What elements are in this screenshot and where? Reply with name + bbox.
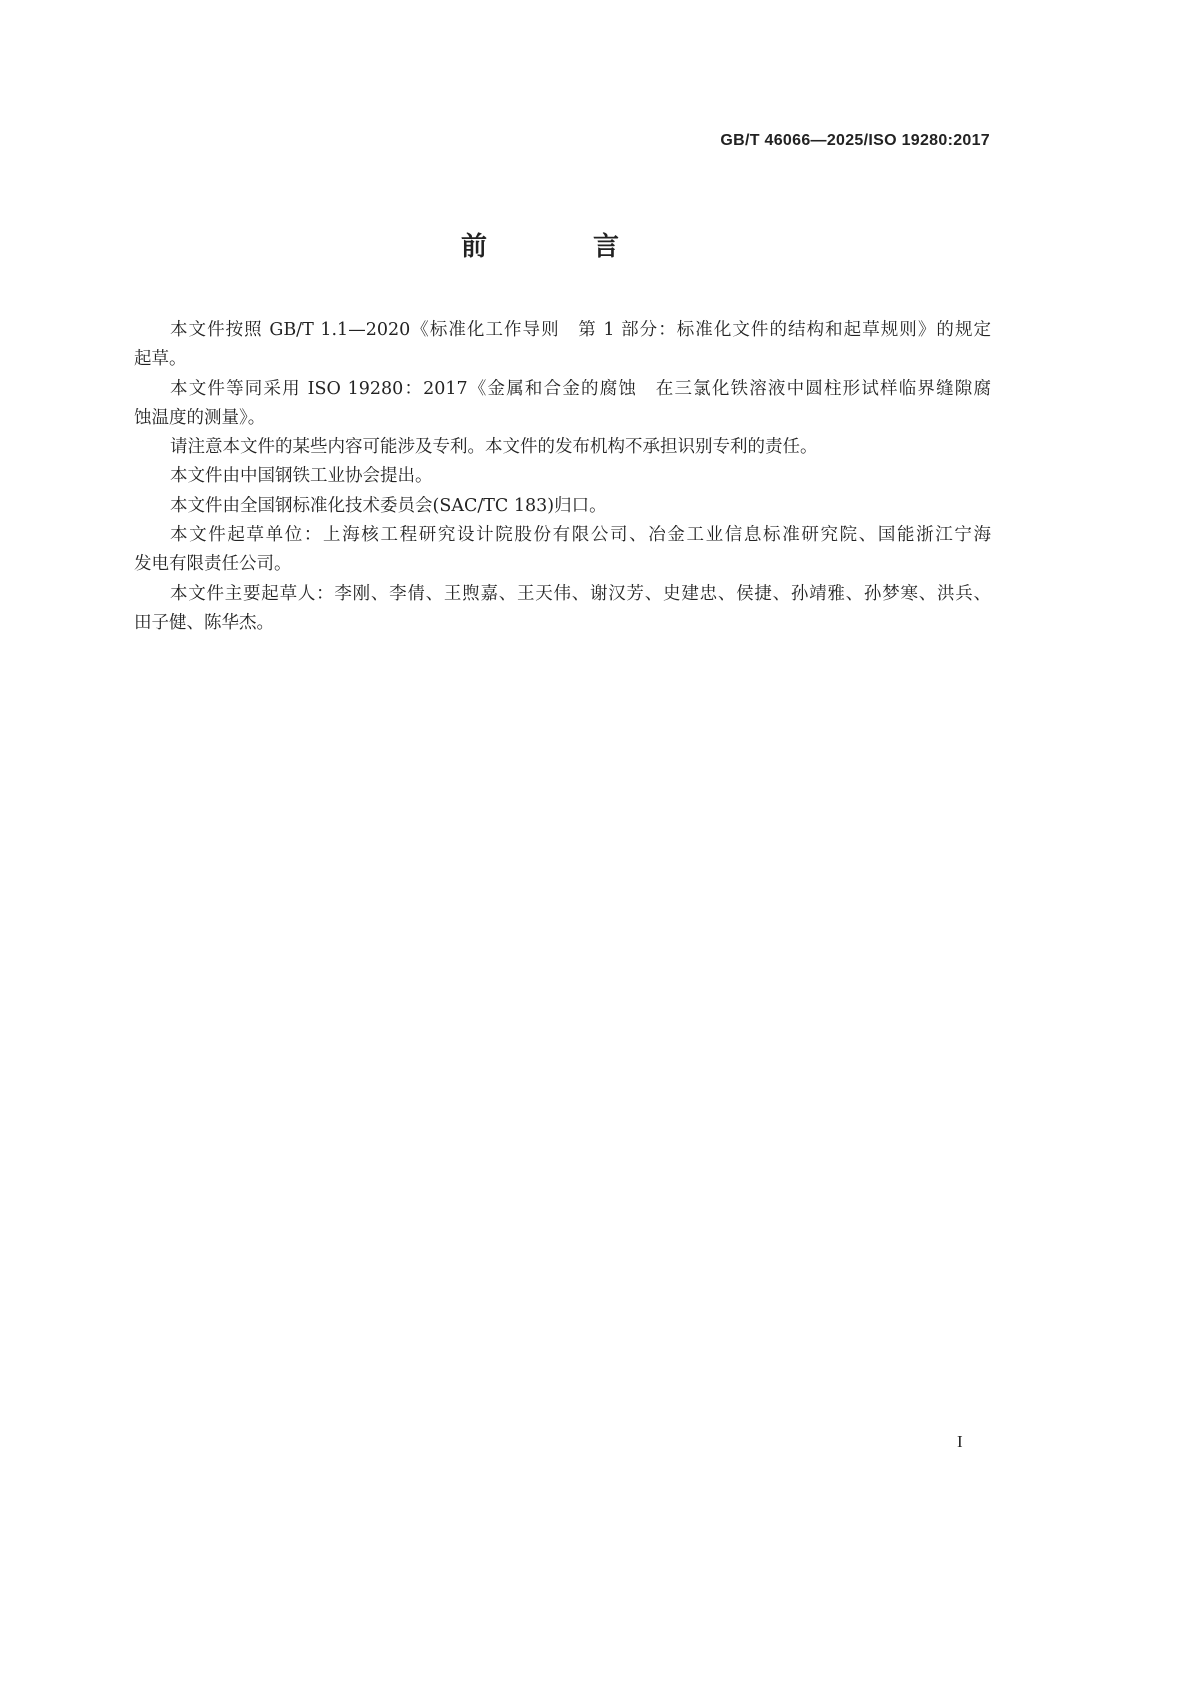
paragraph: [134, 580, 991, 639]
paragraph-line: 请注意本文件的某些内容可能涉及专利。本文件的发布机构不承担识别专利的责任。: [170, 437, 818, 458]
paragraph: [134, 462, 991, 491]
foreword-body: [134, 316, 991, 638]
paragraph-line: 本文件按照 GB/T 1.1—2020《标准化工作导则 第 1 部分：标准化文件的结构和起草规则》的规定: [170, 320, 991, 340]
paragraph-line: 本文件起草单位：上海核工程研究设计院股份有限公司、冶金工业信息标准研究院、国能浙江宁海: [170, 525, 991, 546]
paragraph-line: 本文件由中国钢铁工业协会提出。: [170, 466, 433, 487]
paragraph-line: 起草。: [134, 349, 187, 370]
paragraph-line: 发电有限责任公司。: [134, 554, 292, 575]
paragraph: [134, 492, 991, 521]
paragraph-line: 本文件主要起草人：李刚、李倩、王煦嘉、王天伟、谢汉芳、史建忠、侯捷、孙靖雅、孙梦寒、洪兵、: [170, 583, 991, 604]
standard-code: GB/T 46066—2025/ISO 19280:2017: [720, 132, 990, 149]
paragraph: [134, 433, 991, 462]
paragraph: [134, 316, 991, 375]
paragraph-line: 本文件等同采用 ISO 19280：2017《金属和合金的腐蚀 在三氯化铁溶液中圆柱形试样临界缝隙腐: [170, 378, 991, 399]
paragraph: [134, 375, 991, 434]
page-title: 前 言: [460, 232, 659, 262]
paragraph: [134, 521, 991, 580]
paragraph-line: 本文件由全国钢标准化技术委员会(SAC/TC 183)归口。: [170, 495, 607, 516]
paragraph-line: 蚀温度的测量》。: [134, 407, 266, 428]
page-number: I: [957, 1432, 963, 1451]
paragraph-line: 田子健、陈华杰。: [134, 612, 274, 633]
